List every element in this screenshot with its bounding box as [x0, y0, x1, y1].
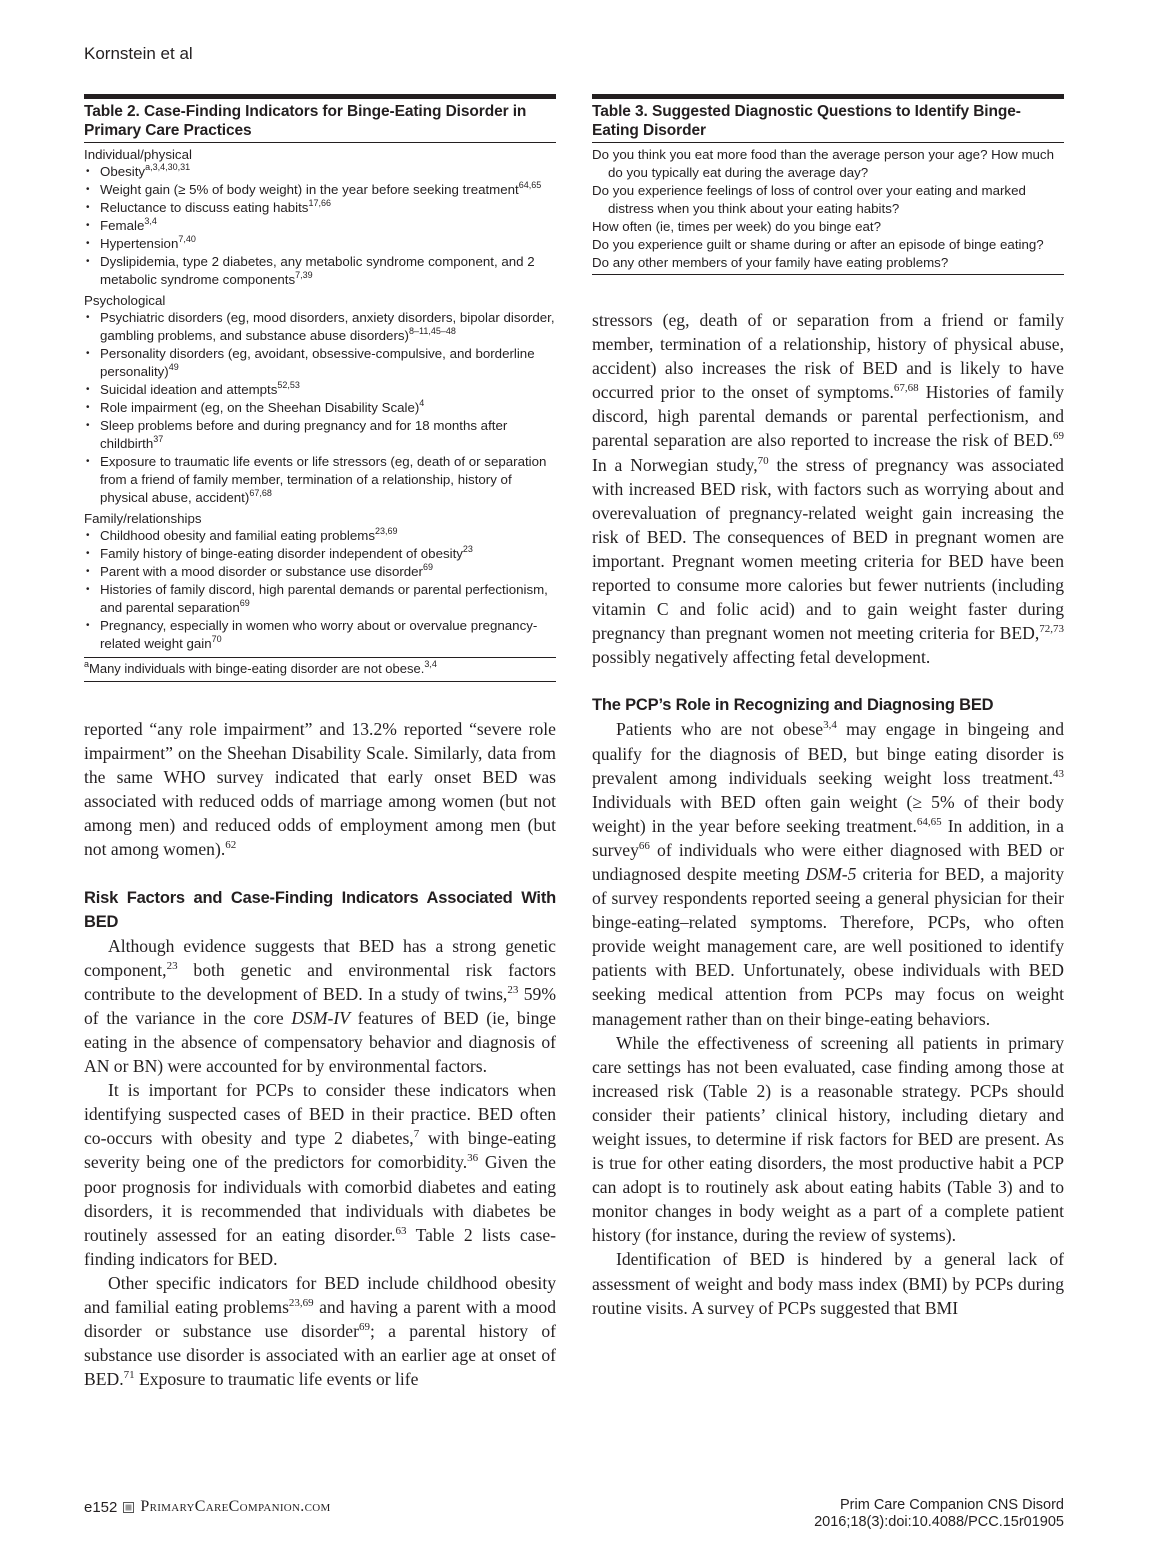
table-list-item: • Reluctance to discuss eating habits$^{17,66}$	[84, 199, 556, 217]
table-list-item: • Exposure to traumatic life events or life stressors (eg, death of or separation from a friend of family member, termination of a relationship, history of physical abuse, accident)$^{67,68}$	[84, 453, 556, 507]
table-list-item: • Hypertension$^{7,40}$	[84, 235, 556, 253]
table-list-item: • Sleep problems before and during pregnancy and for 18 months after childbirth$^{37}$	[84, 417, 556, 453]
table-question: Do you think you eat more food than the average person your age? How much do you typically eat during the average day?	[592, 147, 1054, 180]
table-list-item: • Role impairment (eg, on the Sheehan Disability Scale)$^4$	[84, 399, 556, 417]
paragraph: Identification of BED is hindered by a general lack of assessment of weight and body mass index (BMI) by PCPs during routine visits. A survey of PCPs suggested that BMI	[592, 1249, 1064, 1318]
table-section-individual	[84, 146, 556, 289]
left-body-text	[84, 717, 556, 1391]
table-list-item: • Dyslipidemia, type 2 diabetes, any metabolic syndrome component, and 2 metabolic syndrome components$^{7,39}$	[84, 253, 556, 289]
table-2-footnote: $^a$Many individuals with binge-eating disorder are not obese.$^{3,4}$	[84, 657, 556, 682]
left-column	[84, 94, 556, 1391]
section-heading-risk-factors: Risk Factors and Case-Finding Indicators Associated With BED	[84, 888, 556, 931]
table-2-body	[84, 143, 556, 653]
doi-citation: 2016;18(3):doi:10.4088/PCC.15r01905	[814, 1514, 1064, 1530]
table-list-item: • Suicidal ideation and attempts$^{52,53}$	[84, 381, 556, 399]
paragraph: Other specific indicators for BED include childhood obesity and familial eating problems$^{23,69}$ and having a parent with a mood disorder or substance use disorder$^{69}$; a parental history of substance use disorder is associated with an earlier age at onset of BED.$^{71}$ Exposure to traumatic life events or life	[84, 1272, 556, 1390]
table-3	[592, 94, 1064, 275]
table-question: How often (ie, times per week) do you binge eat?	[592, 219, 881, 234]
page-footer-left	[84, 1498, 331, 1516]
paragraph: While the effectiveness of screening all patients in primary care settings has not been evaluated, case finding among those at increased risk (Table 2) is a reasonable strategy. PCPs should consider their patients’ clinical history, including dietary and weight issues, to determine if risk factors for BED are present. As is true for other eating disorders, the most productive habit a PCP can adopt is to routinely ask about eating habits (Table 3) and to monitor changes in body weight as a part of a complete patient history (for instance, during the review of systems).	[592, 1032, 1064, 1246]
table-question: Do you experience feelings of loss of control over your eating and marked distress when you think about your eating habits?	[592, 183, 1026, 216]
table-section-heading: Psychological	[84, 293, 166, 308]
table-2	[84, 94, 556, 682]
right-column	[592, 94, 1064, 1320]
table-list-item: • Family history of binge-eating disorder independent of obesity$^{23}$	[84, 545, 556, 563]
paragraph: It is important for PCPs to consider these indicators when identifying suspected cases of BED in their practice. BED often co-occurs with obesity and type 2 diabetes,$^7$ with binge-eating severity being one of the predictors for comorbidity.$^{36}$ Given the poor prognosis for individuals with comorbid diabetes and eating disorders, it is recommended that individuals with diabetes be routinely assessed for an eating disorder.$^{63}$ Table 2 lists case-finding indicators for BED.	[84, 1080, 557, 1269]
table-list-item: • Childhood obesity and familial eating problems$^{23,69}$	[84, 527, 556, 545]
paragraph: reported “any role impairment” and 13.2% reported “severe role impairment” on the Sheehan Disability Scale. Similarly, data from the same WHO survey indicated that early onset BED was associated with reduced odds of marriage among women (but not among men) and reduced odds of employment among men (but not among women).$^{62}$	[84, 719, 556, 860]
table-list-item: • Histories of family discord, high parental demands or parental perfectionism, and parental separation$^{69}$	[84, 581, 556, 617]
table-section-psychological	[84, 292, 556, 507]
table-3-body	[592, 143, 1064, 275]
table-question: Do you experience guilt or shame during or after an episode of binge eating?	[592, 237, 1044, 252]
table-list-item: • Personality disorders (eg, avoidant, obsessive-compulsive, and borderline personality)$^{49}$	[84, 345, 556, 381]
journal-name: Prim Care Companion CNS Disord	[839, 1497, 1064, 1513]
table-list-item: • Female$^{3,4}$	[84, 217, 556, 235]
running-head: Kornstein et al	[84, 44, 193, 63]
table-section-family	[84, 510, 556, 653]
table-list-item: • Weight gain (≥ 5% of body weight) in the year before seeking treatment$^{64,65}$	[84, 181, 556, 199]
table-list-item: • Parent with a mood disorder or substance use disorder$^{69}$	[84, 563, 556, 581]
table-list-item: • Pregnancy, especially in women who worry about or overvalue pregnancy-related weight gain$^{70}$	[84, 617, 556, 653]
paragraph: Although evidence suggests that BED has a strong genetic component,$^{23}$ both genetic and environmental risk factors contribute to the development of BED. In a study of twins,$^{23}$ 59% of the variance in the core DSM-IV features of BED (ie, binge eating in the absence of compensatory behavior and diagnosis of AN or BN) were accounted for by environmental factors.	[84, 935, 556, 1077]
section-heading-pcp-role: The PCP’s Role in Recognizing and Diagnosing BED	[592, 696, 994, 715]
table-2-title: Table 2. Case-Finding Indicators for Binge-Eating Disorder in Primary Care Practices	[84, 99, 556, 143]
table-3-title: Table 3. Suggested Diagnostic Questions to Identify Binge-Eating Disorder	[592, 99, 1064, 143]
table-question: Do any other members of your family have eating problems?	[592, 255, 949, 270]
paragraph: Patients who are not obese$^{3,4}$ may engage in bingeing and qualify for the diagnosis of BED, but binge eating disorder is prevalent among individuals seeking weight loss treatment.$^{43}$ Individuals with BED often gain weight (≥ 5% of their body weight) in the year before seeking treatment.$^{64,65}$ In addition, in a survey$^{66}$ of individuals who were either diagnosed with BED or undiagnosed despite meeting DSM-5 criteria for BED, a majority of survey respondents reported seeing a general physician for their binge-eating–related symptoms. Therefore, PCPs, who often provide weight management care, are well positioned to identify patients with BED. Unfortunately, obese individuals with BED seeking medical attention from PCPs may focus on weight management rather than on their binge-eating behaviors.	[592, 719, 1064, 1029]
table-list-item: • Obesity$^{a,3,4,30,31}$	[84, 163, 556, 181]
journal-website-link[interactable]: PrimaryCareCompanion.com	[140, 1498, 331, 1515]
table-section-heading: Family/relationships	[84, 511, 202, 526]
paragraph: stressors (eg, death of or separation from a friend or family member, termination of a relationship, history of physical abuse, accident) also increases the risk of BED and is likely to have occurred prior to the onset of symptoms.$^{67,68}$ Histories of family discord, high parental demands or parental perfectionism, and parental separation are also reported to increase the risk of BED.$^{69}$ In a Norwegian study,$^{70}$ the stress of pregnancy was associated with increased BED risk, with factors such as worrying about and overevaluation of pregnancy-related weight gain increasing the risk of BED. The consequences of BED in pregnant women are important. Pregnant women meeting criteria for BED have been reported to consume more calories but fewer nutrients (including vitamin C and folic acid) and to gain weight faster during pregnancy than pregnant women not meeting criteria for BED,$^{72,73}$ possibly negatively affecting fetal development.	[592, 310, 1064, 668]
table-section-heading: Individual/physical	[84, 147, 192, 162]
page-number: e152	[84, 1498, 118, 1516]
table-list-item: • Psychiatric disorders (eg, mood disorders, anxiety disorders, bipolar disorder, gambling problems, and substance abuse disorders)$^{8-11,45-48}$	[84, 309, 556, 345]
square-bullet-icon	[123, 1502, 134, 1513]
right-body-text	[592, 308, 1064, 1320]
page-footer-right	[814, 1497, 1064, 1531]
